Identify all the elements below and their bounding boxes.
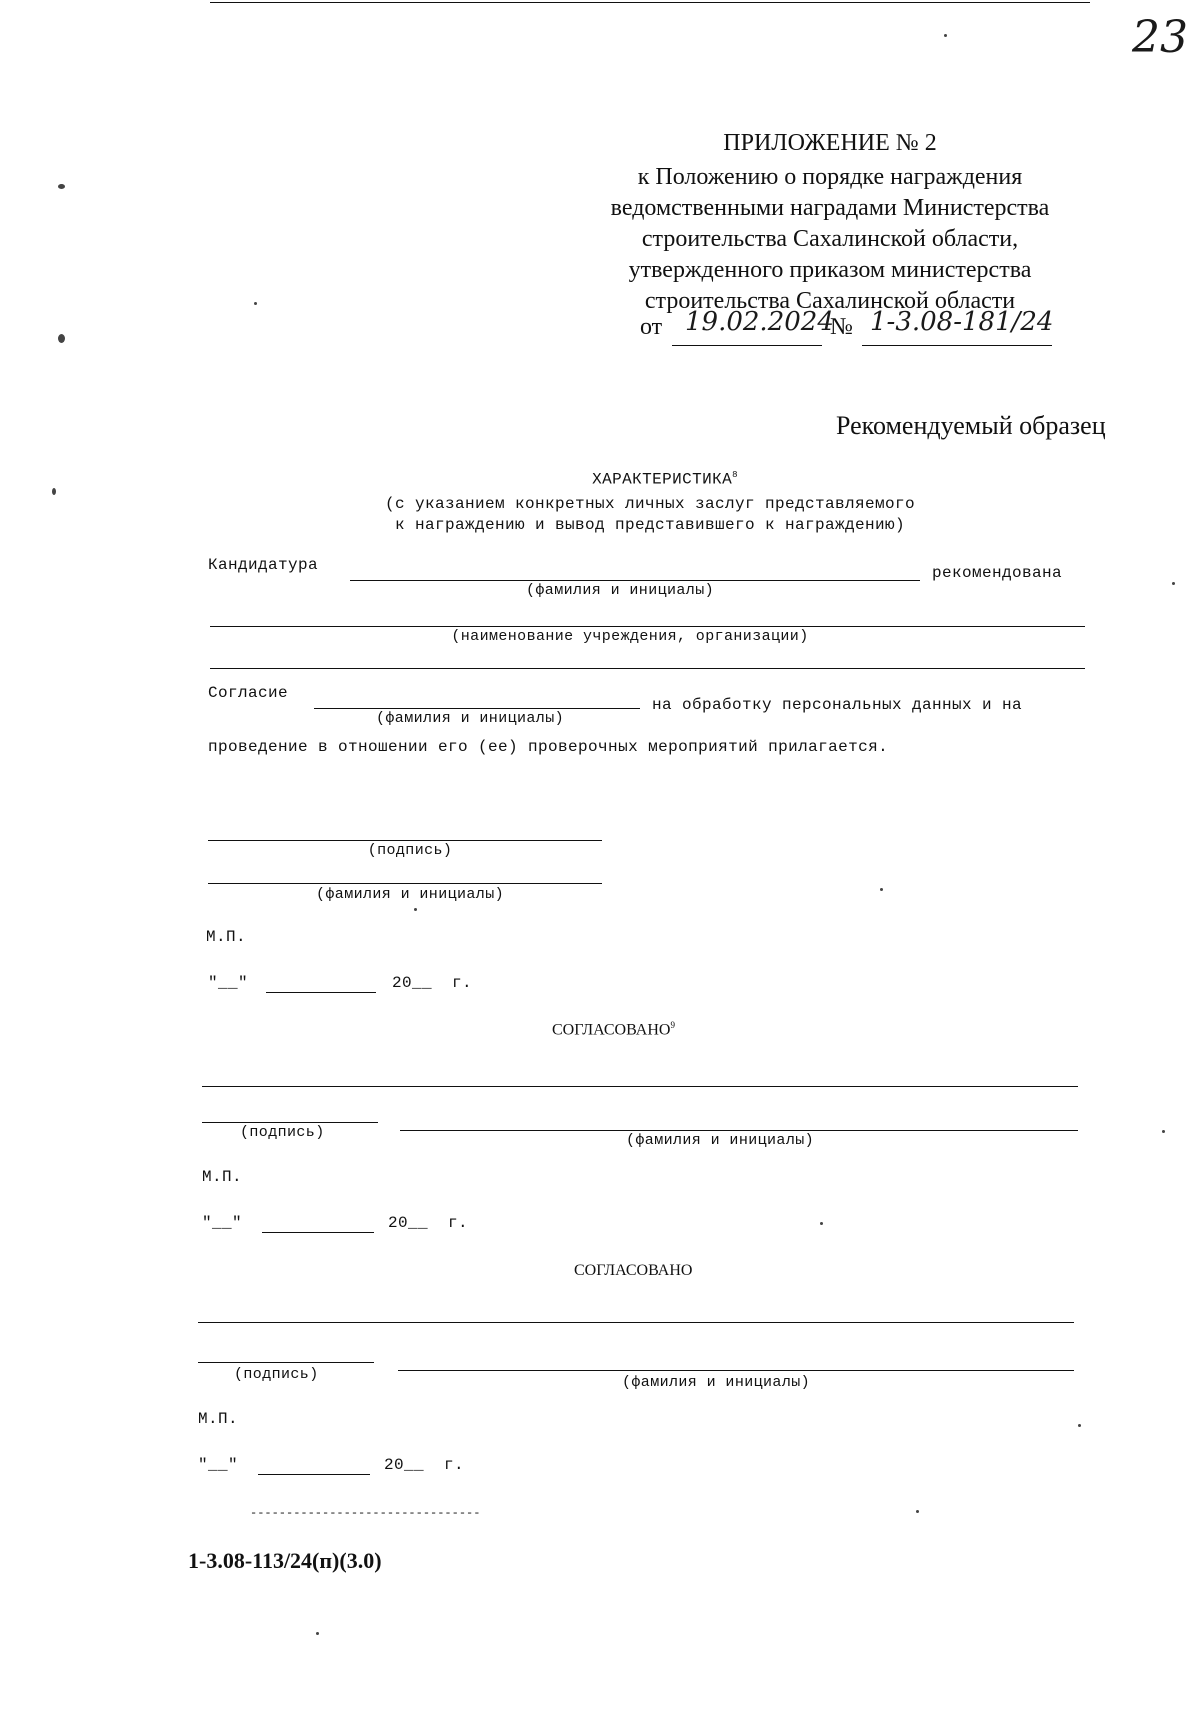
stamp-label-2: М.П. (202, 1168, 243, 1186)
recommended-sample: Рекомендуемый образец (836, 411, 1106, 440)
consent-text-2: проведение в отношении его (ее) проверочных мероприятий прилагается. (208, 738, 889, 756)
agreed-footnote: 9 (670, 1020, 675, 1030)
number-label: № (830, 314, 853, 340)
order-date-line (672, 345, 822, 346)
scan-mark (1162, 1130, 1165, 1133)
heading-sub-2: к награждению и вывод представившего к награждению) (394, 516, 906, 534)
signature-name-caption: (фамилия и инициалы) (315, 886, 505, 903)
agreed-title-2: СОГЛАСОВАНО (574, 1262, 693, 1279)
consent-label: Согласие (208, 684, 289, 702)
heading-title (430, 470, 900, 488)
appendix-title: ПРИЛОЖЕНИЕ № 2 (723, 130, 937, 156)
agreed-2-sign-caption: (подпись) (234, 1366, 319, 1383)
agreed-1-org-line (202, 1086, 1078, 1087)
footnote-separator: -------------------------------- (250, 1506, 481, 1520)
order-date: 19.02.2024 (685, 307, 834, 337)
date-quote-1: "__" (208, 974, 249, 992)
agreed-1-sign-line (202, 1122, 378, 1123)
consent-text: на обработку персональных данных и на (652, 696, 1023, 714)
year-suffix-1: г. (452, 974, 473, 992)
agreed-title-1 (552, 1020, 675, 1039)
document-code: 1-3.08-113/24(п)(3.0) (188, 1548, 382, 1573)
date-month-line-1 (266, 992, 376, 993)
signature-caption: (подпись) (367, 842, 453, 859)
organization-line (210, 626, 1085, 627)
year-suffix-3: г. (444, 1456, 465, 1474)
top-border (210, 2, 1090, 3)
agreed-2-name-caption: (фамилия и инициалы) (622, 1374, 811, 1391)
agreed-1-name-line (400, 1130, 1078, 1131)
scan-mark (820, 1222, 823, 1225)
date-month-line-3 (258, 1474, 370, 1475)
organization-caption: (наименование учреждения, организации) (451, 628, 809, 645)
agreed-2-sign-line (198, 1362, 374, 1363)
appendix-line-5: строительства Сахалинской области (644, 288, 1016, 314)
consent-name-line (314, 708, 640, 709)
scan-mark (254, 302, 257, 305)
scan-mark (1172, 582, 1175, 585)
scan-mark (1078, 1424, 1081, 1427)
year-suffix-2: г. (448, 1214, 469, 1232)
candidate-name-line (350, 580, 920, 581)
signature-name-line (208, 883, 602, 884)
candidate-label: Кандидатура (208, 556, 319, 574)
from-label: от (640, 314, 663, 340)
agreed-1-name-caption: (фамилия и инициалы) (626, 1132, 815, 1149)
page-number: 23 (1132, 12, 1188, 63)
year-prefix-3: 20__ (384, 1456, 425, 1474)
heading-sub-1: (с указанием конкретных личных заслуг представляемого (384, 495, 916, 513)
heading-title-text: ХАРАКТЕРИСТИКА (592, 470, 733, 489)
scan-mark (316, 1632, 319, 1635)
order-number: 1-3.08-181/24 (870, 307, 1054, 337)
recommended-label: рекомендована (932, 564, 1063, 582)
organization-line-2 (210, 668, 1085, 669)
scan-mark (880, 888, 883, 891)
appendix-line-4: утвержденного приказом министерства (628, 257, 1032, 283)
heading-footnote: 8 (732, 470, 738, 480)
stamp-label-3: М.П. (198, 1410, 239, 1428)
year-prefix-1: 20__ (392, 974, 433, 992)
scan-mark (414, 908, 417, 911)
appendix-line-2: ведомственными наградами Министерства (610, 195, 1050, 221)
date-quote-3: "__" (198, 1456, 239, 1474)
agreed-2-org-line (198, 1322, 1074, 1323)
appendix-line-1: к Положению о порядке награждения (637, 164, 1023, 190)
scan-mark (944, 34, 947, 37)
consent-name-caption: (фамилия и инициалы) (375, 710, 565, 727)
date-month-line-2 (262, 1232, 374, 1233)
stamp-label-1: М.П. (206, 928, 247, 946)
agreed-1-sign-caption: (подпись) (240, 1124, 325, 1141)
candidate-name-caption: (фамилия и инициалы) (525, 582, 715, 599)
agreed-2-name-line (398, 1370, 1074, 1371)
order-number-line (862, 345, 1052, 346)
year-prefix-2: 20__ (388, 1214, 429, 1232)
scan-mark (58, 334, 65, 343)
scan-mark (916, 1510, 919, 1513)
scan-mark (52, 488, 56, 495)
agreed-title-1-text: СОГЛАСОВАНО (552, 1021, 671, 1039)
date-quote-2: "__" (202, 1214, 243, 1232)
appendix-line-3: строительства Сахалинской области, (641, 226, 1019, 252)
scan-mark (58, 184, 65, 189)
signature-line (208, 840, 602, 841)
